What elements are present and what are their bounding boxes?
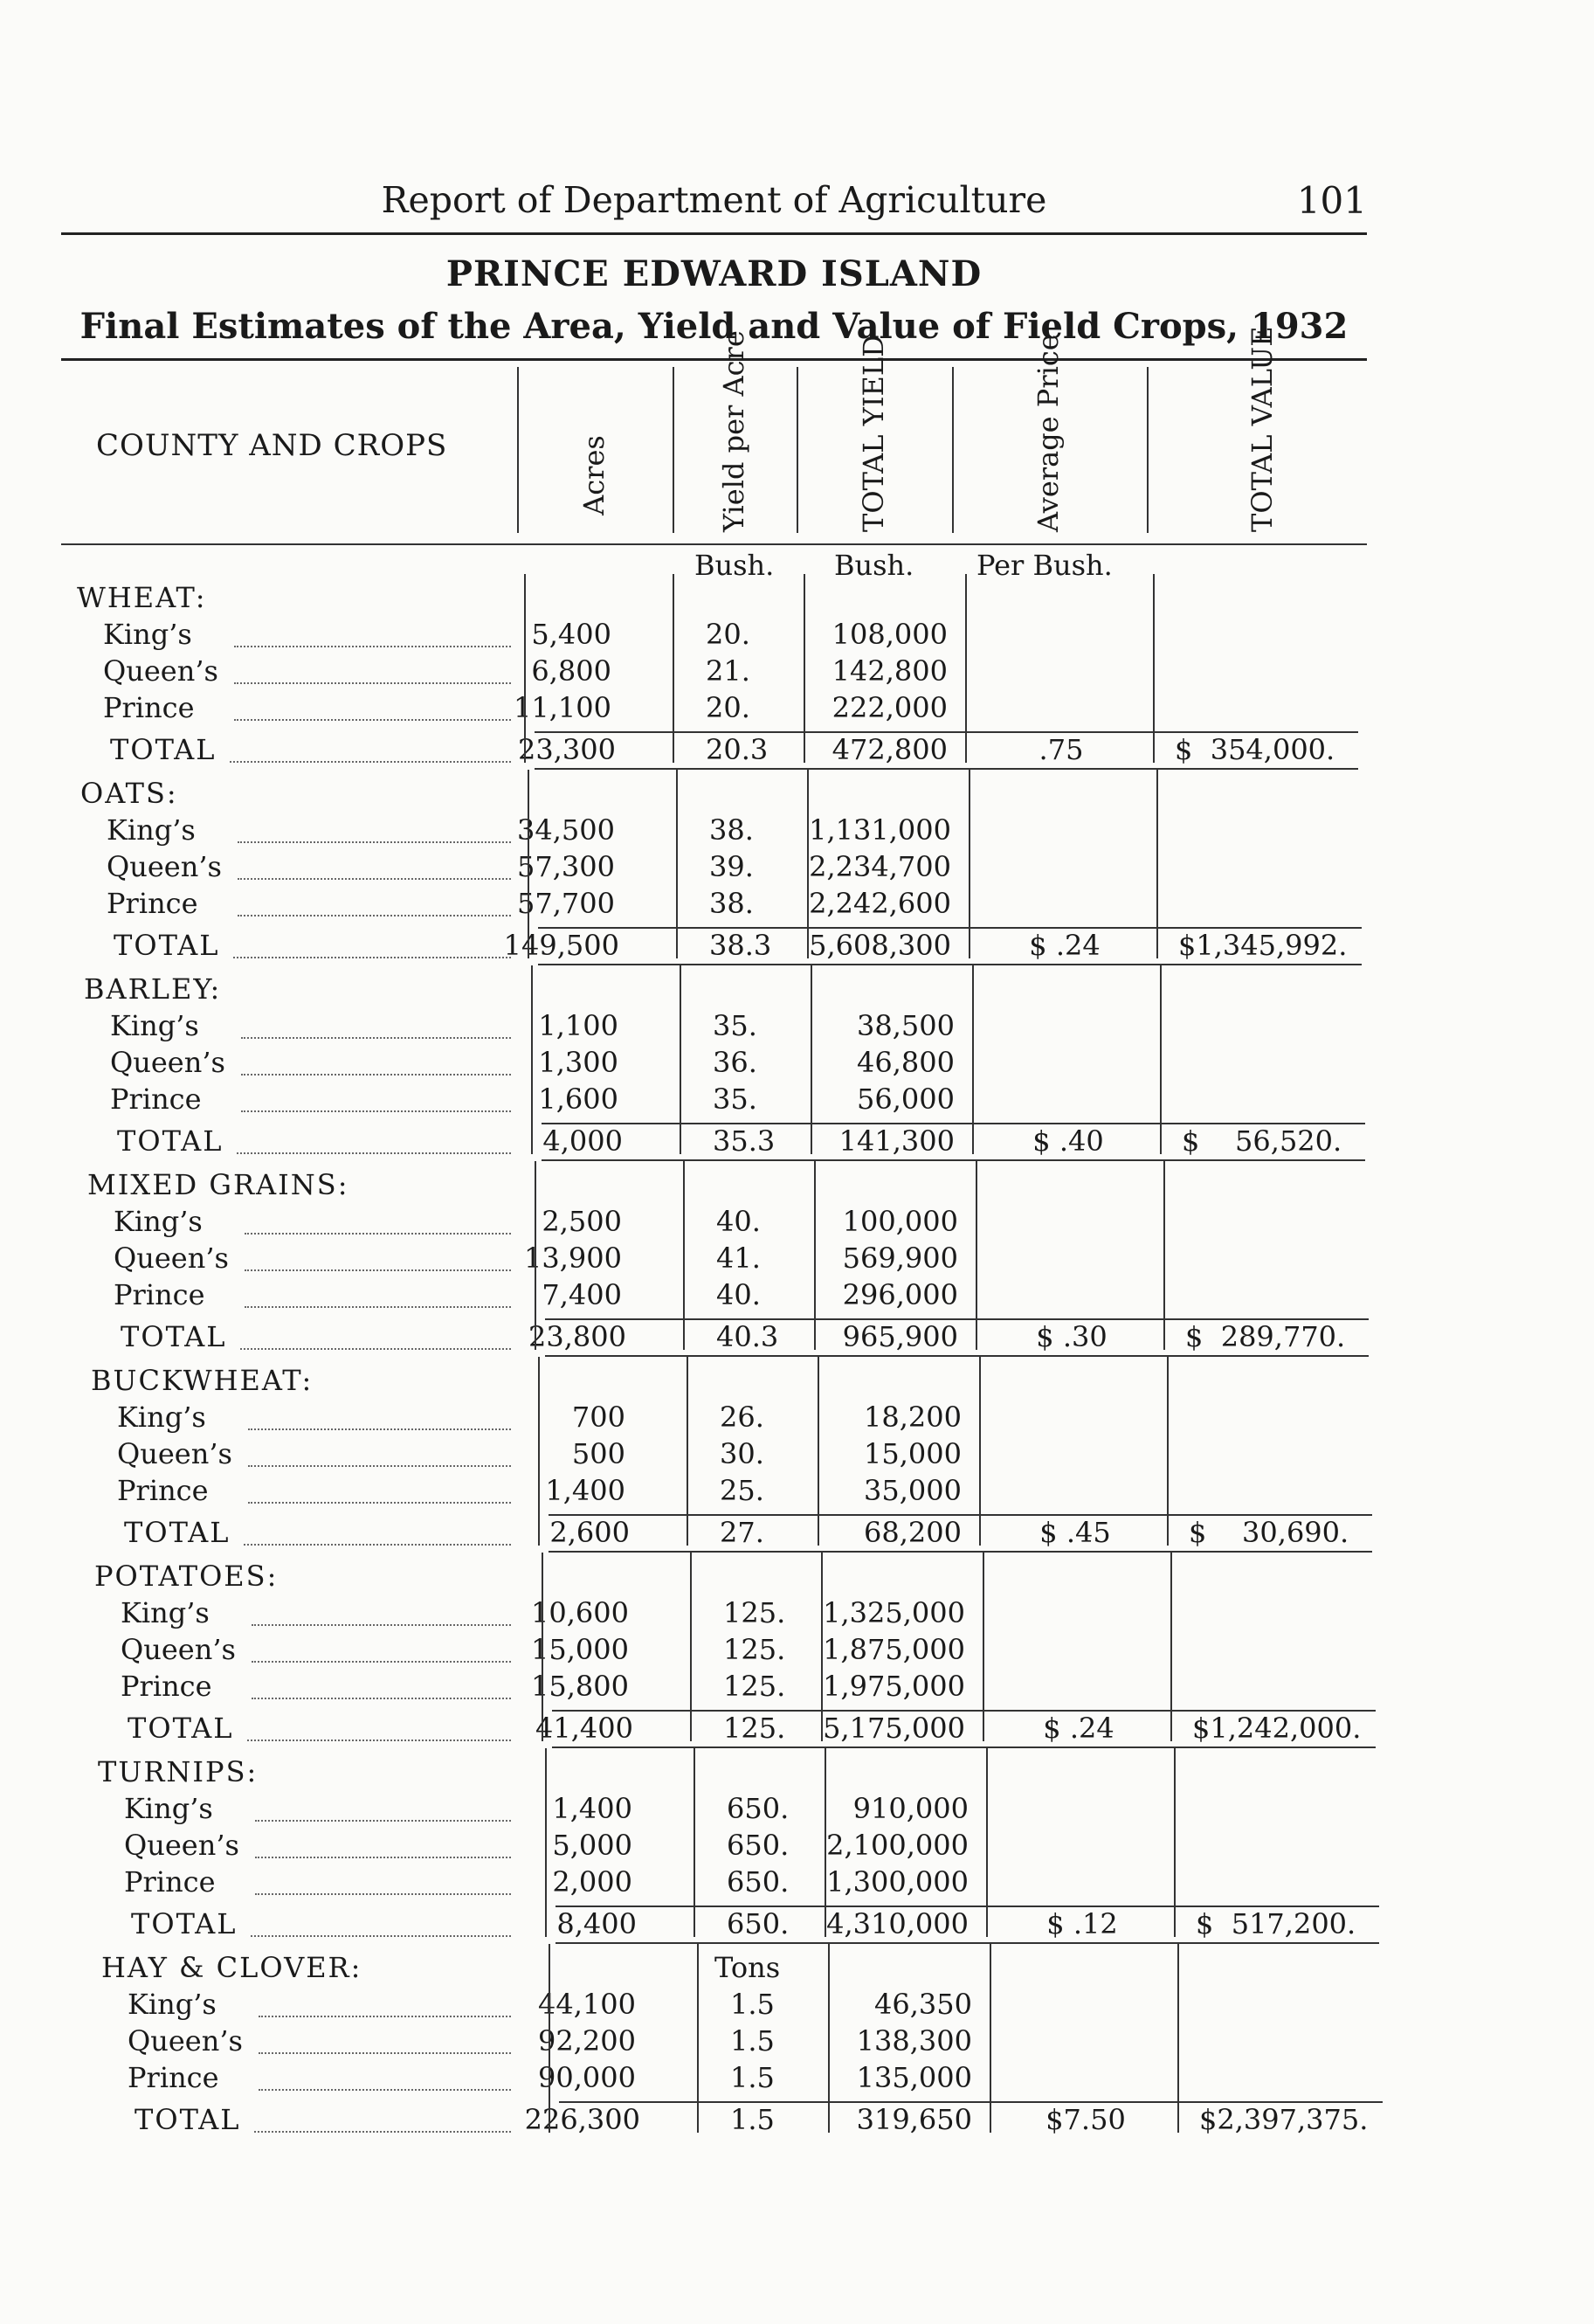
col-divider — [804, 574, 805, 763]
county-label: Prince — [117, 1474, 209, 1507]
average-price-column-header: Average Price — [1032, 334, 1065, 532]
col-divider — [693, 1748, 695, 1937]
table-heading: PRINCE EDWARD ISLAND — [445, 253, 983, 294]
title-rule — [61, 358, 1367, 361]
total-yield-value: 46,800 — [857, 1046, 955, 1079]
leader-dots — [252, 1698, 511, 1699]
col-divider — [1167, 1357, 1169, 1546]
total-value: $1,345,992. — [1178, 929, 1348, 962]
county-label: Queen’s — [114, 1242, 229, 1275]
total-label: TOTAL — [117, 1124, 224, 1158]
yield-unit: Tons — [714, 1951, 781, 1984]
total-yield-value: 35,000 — [864, 1474, 962, 1507]
leader-dots — [255, 1857, 511, 1858]
leader-dots — [241, 1074, 511, 1076]
leader-dots — [245, 1269, 511, 1271]
acres-value: 2,000 — [552, 1865, 632, 1899]
col-divider — [797, 367, 798, 533]
total-yield: 5,175,000 — [823, 1712, 965, 1745]
col-divider — [535, 1161, 536, 1350]
col-divider — [965, 574, 967, 763]
total-label: TOTAL — [114, 929, 220, 962]
total-yield-value: 2,234,700 — [809, 850, 951, 883]
acres-value: 1,400 — [545, 1474, 625, 1507]
acres-value: 700 — [571, 1401, 625, 1434]
total-yield-value: 108,000 — [832, 618, 948, 651]
total-yield: 5,608,300 — [809, 929, 951, 962]
col-divider — [825, 1748, 826, 1937]
col-divider — [690, 1553, 692, 1741]
yield-value: 1.5 — [730, 1988, 775, 2021]
col-divider — [828, 1944, 830, 2133]
col-divider — [1174, 1748, 1176, 1937]
total-yield-unit: Bush. — [834, 549, 914, 582]
average-price: $ .45 — [1039, 1516, 1111, 1549]
total-yield-per-acre: 40.3 — [716, 1320, 779, 1353]
total-yield-per-acre: 650. — [727, 1907, 790, 1940]
yield-value: 38. — [709, 813, 754, 847]
col-divider — [531, 965, 533, 1154]
total-yield-value: 1,131,000 — [809, 813, 951, 847]
col-divider — [969, 770, 970, 958]
total-yield-per-acre: 38.3 — [709, 929, 772, 962]
acres-value: 90,000 — [538, 2061, 636, 2094]
county-label: Prince — [103, 691, 195, 724]
yield-value: 650. — [727, 1829, 790, 1862]
col-divider — [811, 965, 812, 1154]
total-acres: 149,500 — [503, 929, 619, 962]
acres-value: 1,300 — [538, 1046, 618, 1079]
total-acres: 41,400 — [535, 1712, 633, 1745]
leader-dots — [241, 1037, 511, 1039]
col-divider — [818, 1357, 819, 1546]
crop-name: HAY & CLOVER: — [101, 1951, 362, 1984]
average-price: $ .24 — [1043, 1712, 1114, 1745]
county-label: Queen’s — [128, 2024, 243, 2058]
col-divider — [1163, 1161, 1165, 1350]
col-divider — [524, 574, 526, 763]
yield-value: 125. — [723, 1633, 786, 1666]
acres-value: 57,300 — [517, 850, 615, 883]
county-label: Queen’s — [117, 1437, 232, 1470]
yield-value: 35. — [713, 1082, 757, 1116]
header-rule — [61, 232, 1367, 235]
total-value: $1,242,000. — [1192, 1712, 1362, 1745]
column-header-rule — [61, 543, 1367, 545]
yield-value: 30. — [720, 1437, 764, 1470]
county-label: King’s — [128, 1988, 217, 2021]
total-label: TOTAL — [135, 2103, 241, 2136]
section-rule — [545, 1355, 1369, 1357]
col-divider — [1170, 1553, 1172, 1741]
table-subheading: Final Estimates of the Area, Yield and Value of Field Crops, 1932 — [79, 306, 1349, 347]
yield-unit: Bush. — [694, 549, 775, 582]
total-yield-value: 38,500 — [857, 1009, 955, 1042]
leader-dots — [248, 1465, 511, 1467]
total-yield-value: 2,242,600 — [809, 887, 951, 920]
total-value-column-header: TOTAL VALUE — [1246, 326, 1279, 532]
leader-dots — [248, 1502, 511, 1504]
col-divider — [814, 1161, 816, 1350]
county-label: Prince — [124, 1865, 216, 1899]
leader-dots — [255, 1893, 511, 1895]
county-label: King’s — [117, 1401, 206, 1434]
total-yield-value: 910,000 — [852, 1792, 969, 1825]
col-divider — [673, 367, 674, 533]
average-price: $ .24 — [1029, 929, 1101, 962]
total-value: $ 56,520. — [1182, 1124, 1342, 1158]
leader-dots — [259, 2052, 511, 2054]
crop-name: BARLEY: — [84, 972, 222, 1006]
yield-value: 650. — [727, 1792, 790, 1825]
leader-dots — [251, 1935, 511, 1937]
total-yield-value: 1,875,000 — [823, 1633, 965, 1666]
total-yield-value: 569,900 — [842, 1242, 958, 1275]
total-acres: 8,400 — [556, 1907, 637, 1940]
total-value: $ 354,000. — [1175, 733, 1335, 766]
acres-value: 13,900 — [524, 1242, 622, 1275]
leader-dots — [245, 1306, 511, 1308]
county-label: King’s — [110, 1009, 199, 1042]
total-yield-value: 135,000 — [856, 2061, 972, 2094]
county-label: King’s — [103, 618, 192, 651]
leader-dots — [238, 878, 511, 880]
leader-dots — [252, 1624, 511, 1626]
yield-value: 125. — [723, 1596, 786, 1629]
county-label: Prince — [110, 1082, 202, 1116]
county-label: King’s — [114, 1205, 203, 1238]
yield-value: 40. — [716, 1205, 761, 1238]
total-yield-value: 138,300 — [856, 2024, 972, 2058]
col-divider — [990, 1944, 991, 2133]
col-divider — [1160, 965, 1162, 1154]
leader-dots — [230, 761, 511, 763]
col-divider — [676, 770, 678, 958]
county-label: King’s — [124, 1792, 213, 1825]
yield-value: 35. — [713, 1009, 757, 1042]
price-unit: Per Bush. — [976, 549, 1113, 582]
col-divider — [687, 1357, 688, 1546]
yield-value: 26. — [720, 1401, 764, 1434]
total-yield-value: 2,100,000 — [826, 1829, 969, 1862]
col-divider — [1156, 770, 1158, 958]
yield-value: 125. — [723, 1670, 786, 1703]
crop-name: WHEAT: — [77, 581, 207, 614]
acres-column-header: Acres — [577, 435, 611, 515]
leader-dots — [234, 646, 511, 647]
total-value: $ 30,690. — [1189, 1516, 1349, 1549]
section-rule — [542, 1159, 1365, 1161]
leader-dots — [238, 841, 511, 843]
total-yield: 965,900 — [842, 1320, 958, 1353]
col-divider — [821, 1553, 823, 1741]
leader-dots — [247, 1740, 511, 1741]
col-divider — [1177, 1944, 1179, 2133]
yield-value: 650. — [727, 1865, 790, 1899]
leader-dots — [259, 2016, 511, 2017]
total-yield: 319,650 — [856, 2103, 972, 2136]
total-value: $2,397,375. — [1199, 2103, 1369, 2136]
average-price: .75 — [1039, 733, 1084, 766]
running-title: Report of Department of Agriculture — [381, 179, 1047, 221]
leader-dots — [234, 682, 511, 684]
total-yield-value: 222,000 — [832, 691, 948, 724]
total-value: $ 289,770. — [1185, 1320, 1346, 1353]
total-value: $ 517,200. — [1196, 1907, 1356, 1940]
total-yield-value: 15,000 — [864, 1437, 962, 1470]
col-divider — [952, 367, 954, 533]
acres-value: 44,100 — [538, 1988, 636, 2021]
crop-name: POTATOES: — [94, 1560, 279, 1593]
yield-value: 1.5 — [730, 2024, 775, 2058]
total-yield: 141,300 — [838, 1124, 955, 1158]
average-price: $ .30 — [1036, 1320, 1108, 1353]
col-divider — [683, 1161, 685, 1350]
total-yield-value: 142,800 — [832, 654, 948, 688]
county-label: Queen’s — [103, 654, 218, 688]
section-rule — [555, 1942, 1379, 1944]
col-divider — [1147, 367, 1149, 533]
crop-name: MIXED GRAINS: — [87, 1168, 349, 1201]
leader-dots — [237, 1152, 511, 1154]
col-divider — [528, 770, 529, 958]
section-rule — [549, 1551, 1372, 1553]
county-label: King’s — [107, 813, 196, 847]
average-price: $7.50 — [1045, 2103, 1126, 2136]
acres-value: 57,700 — [517, 887, 615, 920]
acres-value: 500 — [571, 1437, 625, 1470]
leader-dots — [238, 915, 511, 916]
total-yield-value: 1,300,000 — [826, 1865, 969, 1899]
total-acres: 4,000 — [542, 1124, 623, 1158]
col-divider — [542, 1553, 543, 1741]
crop-name: BUCKWHEAT: — [91, 1364, 314, 1397]
total-acres: 226,300 — [524, 2103, 640, 2136]
yield-value: 1.5 — [730, 2061, 775, 2094]
acres-value: 1,600 — [538, 1082, 618, 1116]
acres-value: 10,600 — [531, 1596, 629, 1629]
acres-value: 5,400 — [531, 618, 611, 651]
col-divider — [538, 1357, 540, 1546]
county-column-header: COUNTY AND CROPS — [96, 428, 448, 463]
total-label: TOTAL — [121, 1320, 227, 1353]
county-label: Queen’s — [110, 1046, 225, 1079]
col-divider — [697, 1944, 699, 2133]
yield-value: 25. — [720, 1474, 764, 1507]
total-label: TOTAL — [110, 733, 217, 766]
total-acres: 23,800 — [528, 1320, 626, 1353]
leader-dots — [240, 1348, 511, 1350]
acres-value: 11,100 — [514, 691, 611, 724]
leader-dots — [252, 1661, 511, 1663]
col-divider — [517, 367, 519, 533]
county-label: Queen’s — [107, 850, 222, 883]
total-yield-value: 1,325,000 — [823, 1596, 965, 1629]
acres-value: 7,400 — [542, 1278, 622, 1311]
acres-value: 1,400 — [552, 1792, 632, 1825]
section-rule — [552, 1746, 1376, 1748]
col-divider — [1153, 574, 1155, 763]
col-divider — [972, 965, 974, 1154]
col-divider — [979, 1357, 981, 1546]
leader-dots — [259, 2089, 511, 2091]
leader-dots — [248, 1428, 511, 1430]
acres-value: 34,500 — [517, 813, 615, 847]
total-yield: 4,310,000 — [826, 1907, 969, 1940]
acres-value: 1,100 — [538, 1009, 618, 1042]
total-yield-value: 18,200 — [864, 1401, 962, 1434]
page-number: 101 — [1296, 179, 1367, 222]
acres-value: 15,800 — [531, 1670, 629, 1703]
total-label: TOTAL — [128, 1712, 234, 1745]
leader-dots — [241, 1110, 511, 1112]
total-acres: 2,600 — [549, 1516, 630, 1549]
leader-dots — [255, 1820, 511, 1822]
crop-name: TURNIPS: — [98, 1755, 259, 1788]
total-yield-per-acre: 125. — [723, 1712, 786, 1745]
total-label: TOTAL — [131, 1907, 238, 1940]
running-head — [61, 179, 1367, 232]
yield-value: 20. — [706, 691, 750, 724]
yield-value: 41. — [716, 1242, 761, 1275]
leader-dots — [233, 957, 511, 958]
county-label: King’s — [121, 1596, 210, 1629]
col-divider — [807, 770, 809, 958]
total-yield-per-acre: 35.3 — [713, 1124, 776, 1158]
average-price: $ .12 — [1046, 1907, 1118, 1940]
leader-dots — [234, 719, 511, 721]
yield-value: 36. — [713, 1046, 757, 1079]
county-label: Prince — [107, 887, 198, 920]
county-label: Prince — [121, 1670, 212, 1703]
total-yield-value: 46,350 — [874, 1988, 972, 2021]
col-divider — [673, 574, 674, 763]
col-divider — [545, 1748, 547, 1937]
total-yield: 68,200 — [864, 1516, 962, 1549]
col-divider — [680, 965, 681, 1154]
county-label: Prince — [114, 1278, 205, 1311]
acres-value: 6,800 — [531, 654, 611, 688]
total-yield: 472,800 — [832, 733, 948, 766]
total-yield-value: 1,975,000 — [823, 1670, 965, 1703]
total-yield-value: 100,000 — [842, 1205, 958, 1238]
total-yield-value: 296,000 — [842, 1278, 958, 1311]
total-yield-per-acre: 27. — [720, 1516, 764, 1549]
yield-value: 38. — [709, 887, 754, 920]
total-acres: 23,300 — [518, 733, 616, 766]
average-price: $ .40 — [1032, 1124, 1104, 1158]
acres-value: 5,000 — [552, 1829, 632, 1862]
acres-value: 15,000 — [531, 1633, 629, 1666]
acres-value: 92,200 — [538, 2024, 636, 2058]
col-divider — [983, 1553, 984, 1741]
total-label: TOTAL — [124, 1516, 231, 1549]
county-label: Prince — [128, 2061, 219, 2094]
yield-value: 21. — [706, 654, 750, 688]
section-rule — [535, 768, 1358, 770]
yield-value: 40. — [716, 1278, 761, 1311]
total-yield-per-acre: 1.5 — [730, 2103, 775, 2136]
total-yield-column-header: TOTAL YIELD — [857, 335, 890, 532]
crop-name: OATS: — [80, 777, 178, 810]
leader-dots — [244, 1544, 511, 1546]
total-yield-value: 56,000 — [857, 1082, 955, 1116]
county-label: Queen’s — [124, 1829, 239, 1862]
section-rule — [538, 964, 1362, 965]
col-divider — [986, 1748, 988, 1937]
yield-value: 20. — [706, 618, 750, 651]
yield-per-acre-column-header: Yield per Acre — [717, 330, 750, 532]
col-divider — [549, 1944, 550, 2133]
yield-value: 39. — [709, 850, 754, 883]
total-yield-per-acre: 20.3 — [706, 733, 769, 766]
col-divider — [976, 1161, 977, 1350]
acres-value: 2,500 — [542, 1205, 622, 1238]
leader-dots — [254, 2131, 511, 2133]
leader-dots — [245, 1233, 511, 1235]
county-label: Queen’s — [121, 1633, 236, 1666]
